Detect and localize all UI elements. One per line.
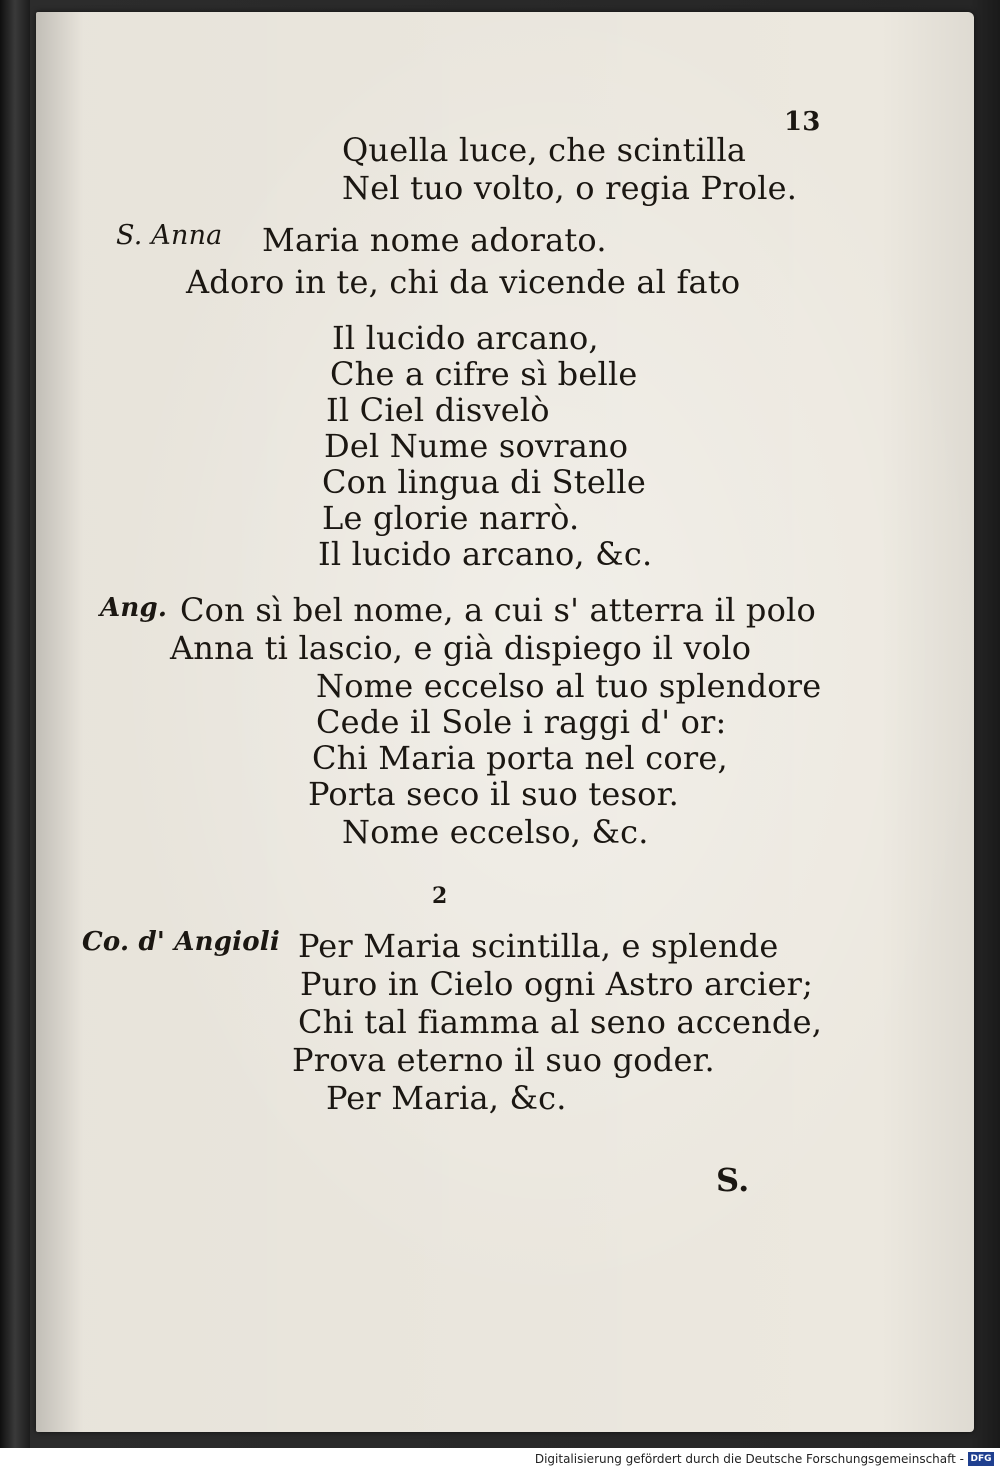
book-binding-edge bbox=[0, 0, 30, 1448]
verse-line: Per Maria scintilla, e splende bbox=[298, 927, 779, 965]
aria-line: Del Nume sovrano bbox=[324, 427, 629, 465]
funding-credit: Digitalisierung gefördert durch die Deutsche Forschungsgemeinschaft - bbox=[534, 1452, 964, 1466]
catchword: S. bbox=[716, 1161, 750, 1199]
aria-line: Il lucido arcano, &c. bbox=[318, 535, 653, 573]
aria-line: Il lucido arcano, bbox=[332, 319, 599, 357]
verse-line: Per Maria, &c. bbox=[326, 1079, 567, 1117]
verse-line: Adoro in te, chi da vicende al fato bbox=[186, 263, 741, 301]
aria-line: Che a cifre sì belle bbox=[330, 355, 638, 393]
aria-line: Nome eccelso, &c. bbox=[342, 813, 649, 851]
aria-line: Il Ciel disvelò bbox=[326, 391, 550, 429]
stanza-number: 2 bbox=[432, 883, 448, 909]
speaker-label: S. Anna bbox=[116, 220, 223, 251]
page-number: 13 bbox=[784, 107, 821, 137]
aria-line: Cede il Sole i raggi d' or: bbox=[316, 703, 727, 741]
aria-line: Porta seco il suo tesor. bbox=[308, 775, 679, 813]
dfg-logo-icon: DFG bbox=[968, 1452, 994, 1466]
verse-line: Maria nome adorato. bbox=[262, 221, 607, 259]
verse-line: Chi tal fiamma al seno accende, bbox=[298, 1003, 823, 1041]
verse-line: Puro in Cielo ogni Astro arcier; bbox=[300, 965, 814, 1003]
aria-line: Chi Maria porta nel core, bbox=[312, 739, 728, 777]
aria-line: Nome eccelso al tuo splendore bbox=[316, 667, 822, 705]
verse-line: Nel tuo volto, o regia Prole. bbox=[342, 169, 798, 207]
book-page bbox=[36, 12, 974, 1432]
verse-line: Anna ti lascio, e già dispiego il volo bbox=[170, 629, 752, 667]
speaker-label: Co. d' Angioli bbox=[82, 927, 280, 957]
aria-line: Le glorie narrò. bbox=[322, 499, 580, 537]
verse-line: Quella luce, che scintilla bbox=[342, 131, 747, 169]
footer-bar bbox=[0, 1448, 1000, 1471]
aria-line: Con lingua di Stelle bbox=[322, 463, 646, 501]
verse-line: Con sì bel nome, a cui s' atterra il polo bbox=[180, 591, 816, 629]
verse-line: Prova eterno il suo goder. bbox=[292, 1041, 715, 1079]
speaker-label: Ang. bbox=[100, 593, 168, 623]
